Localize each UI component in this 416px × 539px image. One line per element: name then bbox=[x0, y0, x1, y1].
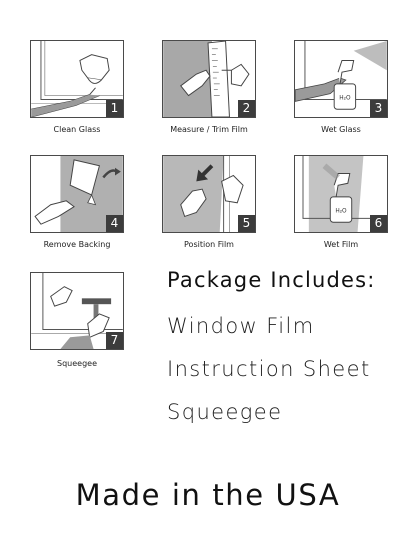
svg-text:H₂O: H₂O bbox=[339, 95, 351, 102]
step-7-illustration bbox=[30, 272, 124, 350]
svg-text:H₂O: H₂O bbox=[335, 208, 347, 215]
step-1-illustration bbox=[30, 40, 124, 118]
step-6-illustration bbox=[294, 155, 388, 233]
step-number: 5 bbox=[238, 215, 255, 232]
step-2-illustration bbox=[162, 40, 256, 118]
step-number: 6 bbox=[370, 215, 387, 232]
step-number: 4 bbox=[106, 215, 123, 232]
step-3-illustration bbox=[294, 40, 388, 118]
step-1-caption: Clean Glass bbox=[53, 125, 101, 134]
made-in-usa: Made in the USA bbox=[75, 478, 341, 512]
package-item-film: Window Film bbox=[167, 314, 315, 338]
step-5-caption: Position Film bbox=[184, 240, 234, 249]
step-3-caption: Wet Glass bbox=[321, 125, 361, 134]
package-item-squeegee: Squeegee bbox=[167, 400, 283, 424]
package-item-instructions: Instruction Sheet bbox=[167, 357, 371, 381]
step-4-illustration bbox=[30, 155, 124, 233]
step-6-caption: Wet Film bbox=[323, 240, 359, 249]
step-2-caption: Measure / Trim Film bbox=[170, 125, 248, 134]
step-number: 3 bbox=[370, 100, 387, 117]
step-number: 2 bbox=[238, 100, 255, 117]
step-7-caption: Squeegee bbox=[57, 359, 97, 368]
step-5-illustration bbox=[162, 155, 256, 233]
step-4-caption: Remove Backing bbox=[43, 240, 111, 249]
step-number: 1 bbox=[106, 100, 123, 117]
package-title: Package Includes: bbox=[167, 268, 376, 292]
step-number: 7 bbox=[106, 332, 123, 349]
